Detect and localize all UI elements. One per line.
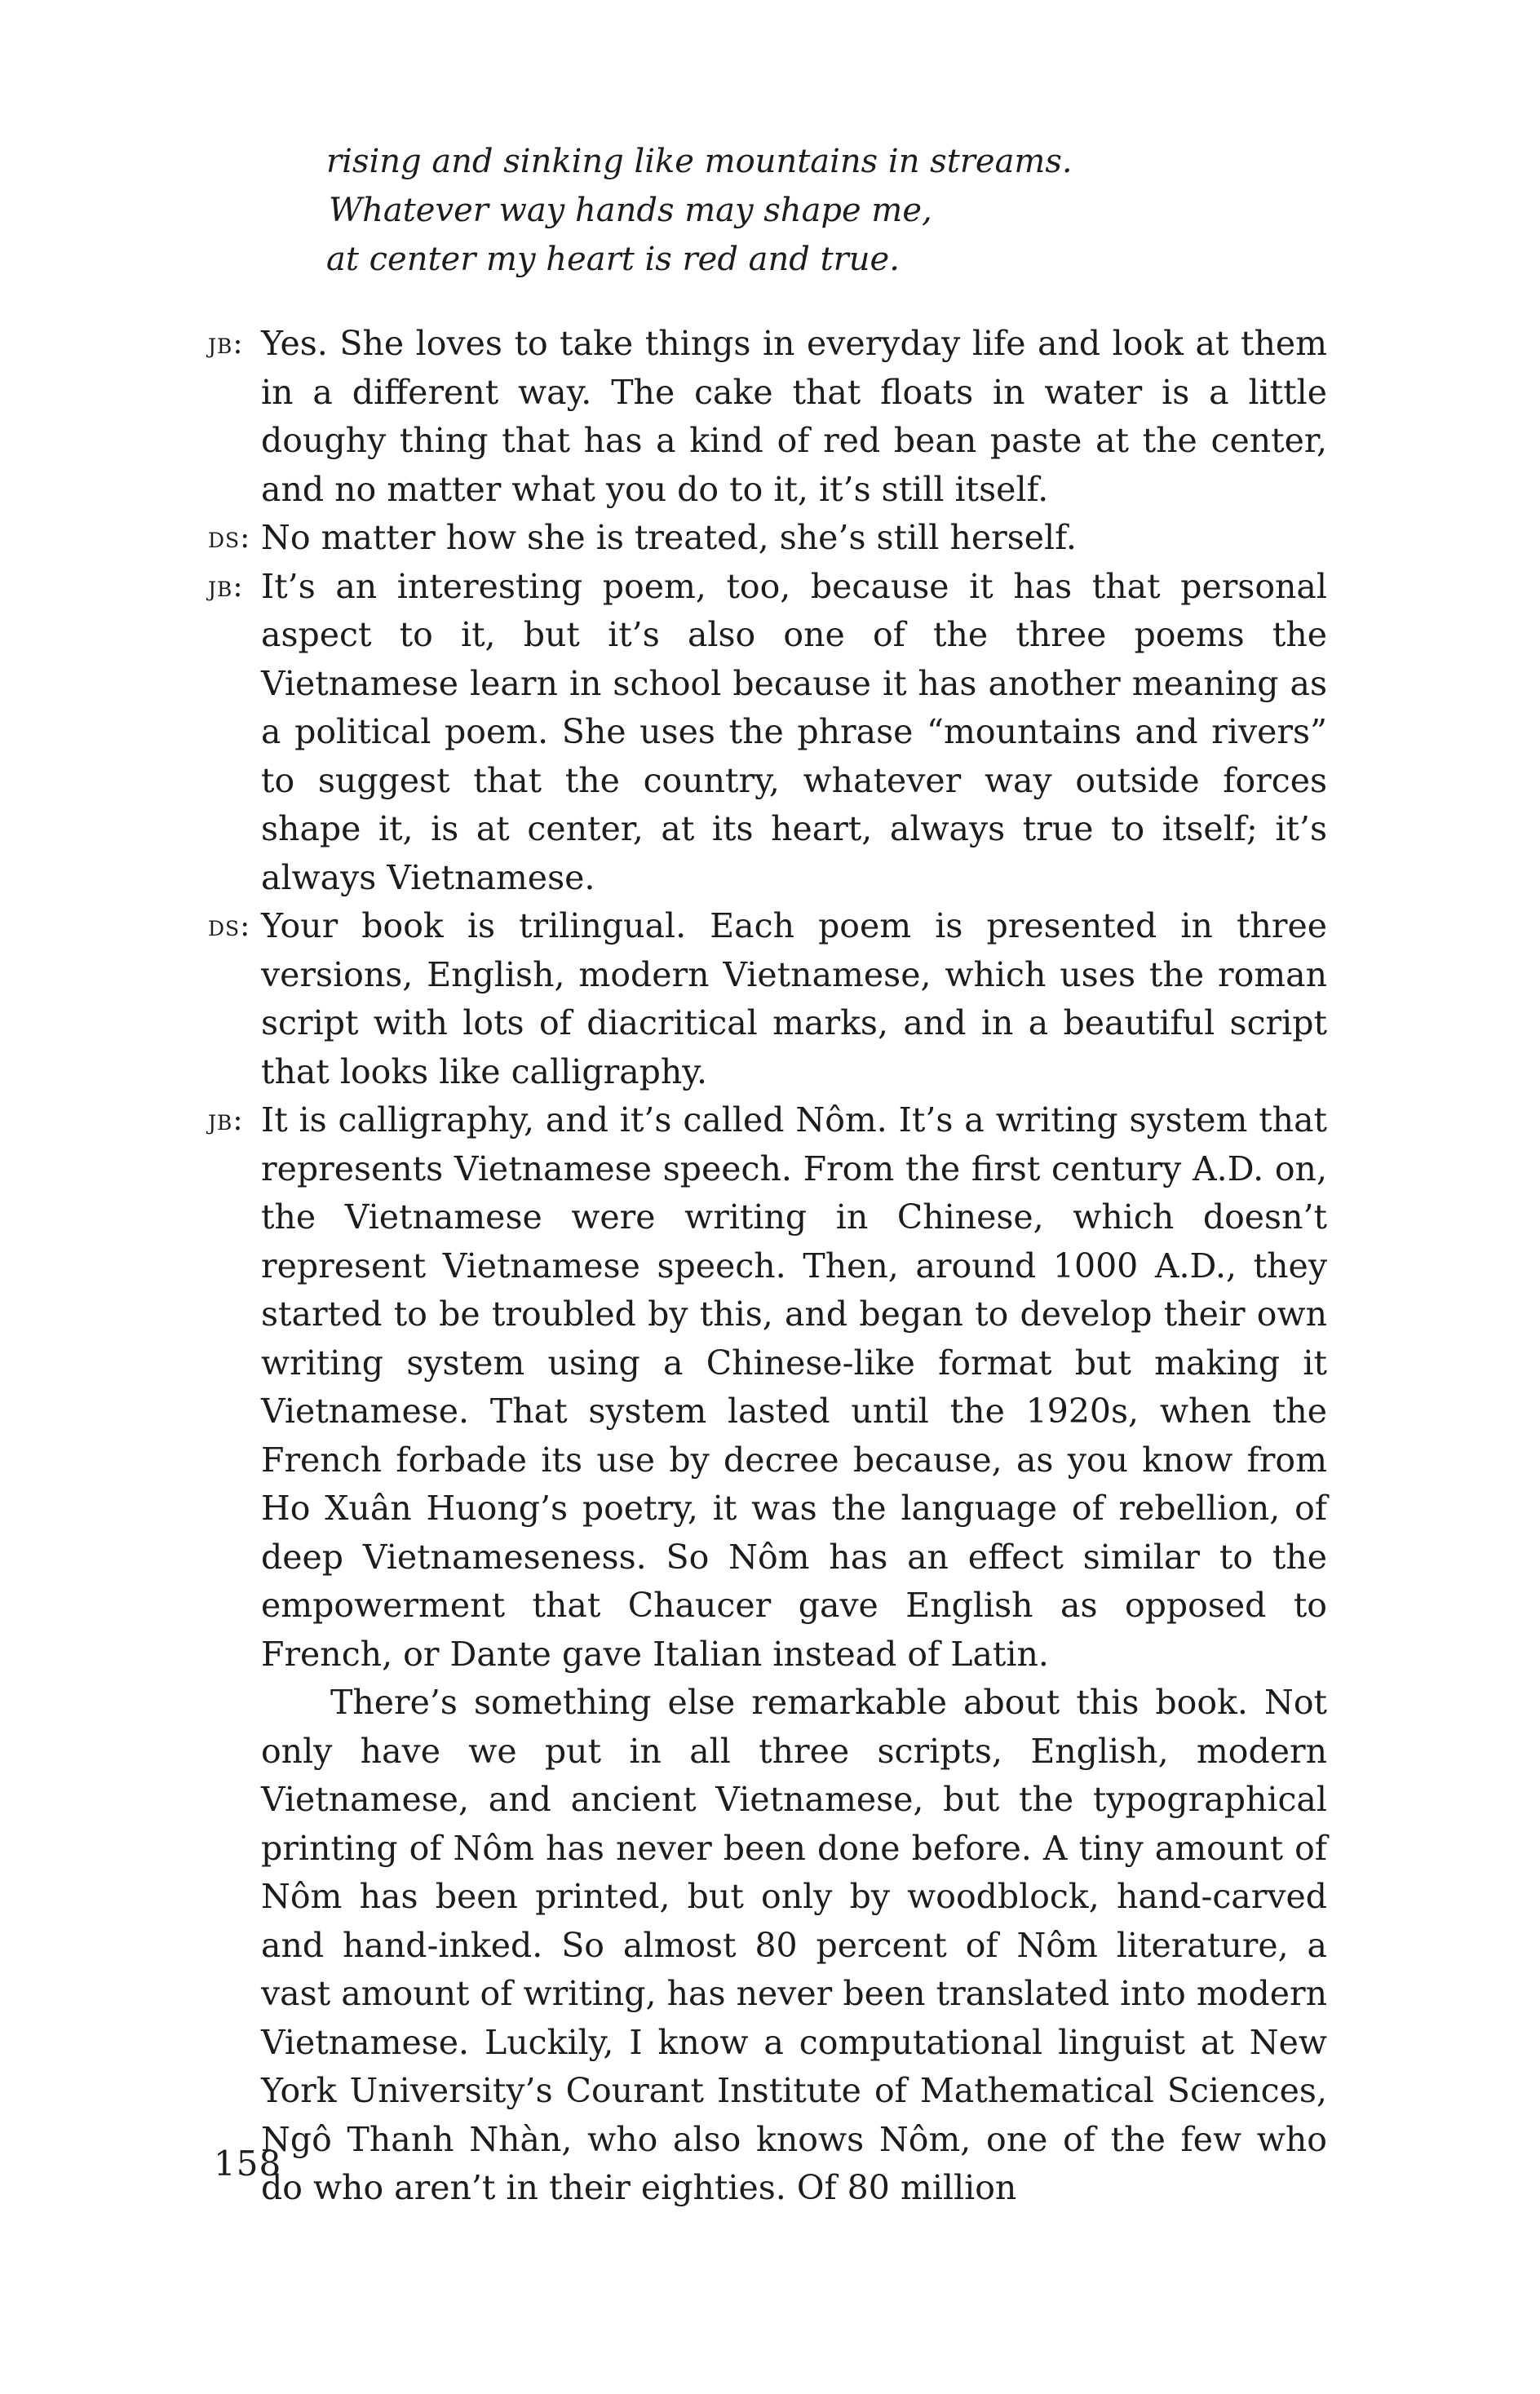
page-number: 158 <box>214 2144 282 2184</box>
poem-line: rising and sinking like mountains in streams. <box>326 143 1073 180</box>
dialogue-turn <box>208 902 1327 1096</box>
speaker-label: jb: <box>208 327 244 361</box>
dialogue-text: Your book is trilingual. Each poem is presented in three versions, English, modern Vietnamese, which uses the roman script with lots of diacritical marks, and in a beautiful script that looks like calligraphy. <box>261 906 1327 1091</box>
speaker-label: ds: <box>208 521 251 555</box>
speaker-label: ds: <box>208 909 251 943</box>
dialogue-text: Yes. She loves to take things in everyday life and look at them in a different way. The cake that floats in water is a little doughy thing that has a kind of red bean paste at the center, and no matter what you do to it, it’s still itself. <box>261 324 1327 509</box>
dialogue-text: No matter how she is treated, she’s still herself. <box>261 518 1077 557</box>
poem-line: Whatever way hands may shape me, <box>329 192 932 229</box>
dialogue-turn <box>208 1096 1327 1679</box>
speaker-label: jb: <box>208 1104 244 1137</box>
dialogue-text: It’s an interesting poem, too, because it has that personal aspect to it, but it’s also one of the three poems the Vietnamese learn in school because it has another meaning as a political poem. She uses the phrase “mountains and rivers” to suggest that the country, whatever way outside forces shape it, is at center, at its heart, always true to itself; it’s always Vietnamese. <box>261 566 1327 897</box>
dialogue-turn <box>208 514 1327 563</box>
poem-line: at center my heart is red and true. <box>326 241 900 278</box>
interview-body <box>208 320 1327 2213</box>
dialogue-turn <box>208 320 1327 514</box>
speaker-label: jb: <box>208 569 244 604</box>
dialogue-text: It is calligraphy, and it’s called Nôm. It’s a writing system that represents Vietnamese speech. From the first century A.D. on, the Vietnamese were writing in Chinese, which doesn’t represent Vietnamese speech. Then, around 1000 A.D., they started to be troubled by this, and began to develop their own writing system using a Chinese-like format but making it Vietnamese. That system lasted until the 1920s, when the French forbade its use by decree because, as you know from Ho Xuân Huong’s poetry, it was the language of rebellion, of deep Vietnameseness. So Nôm has an effect similar to the empowerment that Chaucer gave English as opposed to French, or Dante gave Italian instead of Latin. <box>261 1100 1327 1674</box>
poem-excerpt <box>326 137 1346 284</box>
continuation-paragraph: There’s something else remarkable about this book. Not only have we put in all three scripts, English, modern Vietnamese, and ancient Vietnamese, but the typographical printing of Nôm has never been done before. A tiny amount of Nôm has been printed, but only by woodblock, hand-carved and hand-inked. So almost 80 percent of Nôm literature, a vast amount of writing, has never been translated into modern Vietnamese. Luckily, I know a computational linguist at New York University’s Courant Institute of Mathematical Sciences, Ngô Thanh Nhàn, who also knows Nôm, one of the few who do who aren’t in their eighties. Of 80 million <box>261 1683 1327 2207</box>
dialogue-turn <box>208 563 1327 903</box>
